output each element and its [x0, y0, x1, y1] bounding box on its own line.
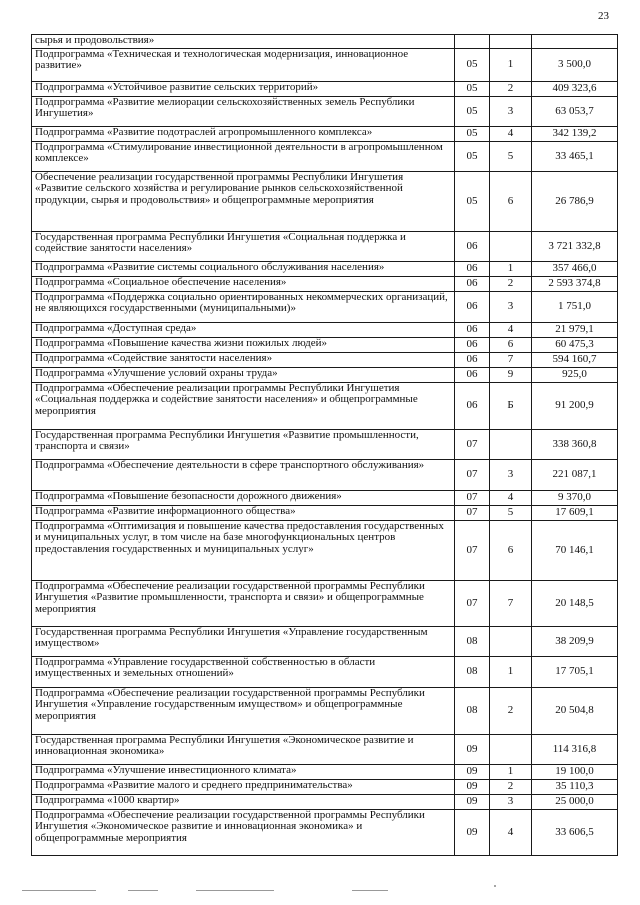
row-code: 06 [455, 338, 490, 353]
row-name: Подпрограмма «Социальное обеспечение населения» [32, 277, 455, 292]
scan-mark [352, 890, 388, 891]
row-amount: 925,0 [532, 368, 618, 383]
row-name: Обеспечение реализации государственной программы Республики Ингушетия «Развитие сельского хозяйства и регулирование рынков сельскохозяйственной продукции, сырья и продовольствия» и общепрограммные мероприятия [32, 172, 455, 232]
row-amount: 2 593 374,8 [532, 277, 618, 292]
row-amount: 60 475,3 [532, 338, 618, 353]
row-sub: 1 [490, 49, 532, 82]
table-row [32, 262, 618, 277]
table-row [32, 323, 618, 338]
row-sub: 3 [490, 97, 532, 127]
table-row [32, 581, 618, 627]
table-row [32, 491, 618, 506]
row-code: 07 [455, 581, 490, 627]
table-row [32, 172, 618, 232]
row-name: Государственная программа Республики Ингушетия «Экономическое развитие и инновационная экономика» [32, 735, 455, 765]
row-amount: 91 200,9 [532, 383, 618, 430]
row-name: Государственная программа Республики Ингушетия «Социальная поддержка и содействие занятости населения» [32, 232, 455, 262]
table-row [32, 765, 618, 780]
row-amount: 33 465,1 [532, 142, 618, 172]
scan-mark [22, 890, 96, 891]
row-sub: 5 [490, 142, 532, 172]
row-sub: 4 [490, 491, 532, 506]
row-name: Подпрограмма «Развитие информационного общества» [32, 506, 455, 521]
row-code: 08 [455, 657, 490, 688]
row-amount: 342 139,2 [532, 127, 618, 142]
row-name: Подпрограмма «Управление государственной собственностью в области имущественных и земельных отношений» [32, 657, 455, 688]
table-row [32, 82, 618, 97]
table-row [32, 368, 618, 383]
table-row [32, 35, 618, 49]
table-row [32, 292, 618, 323]
row-sub: 4 [490, 323, 532, 338]
row-name: Подпрограмма «Поддержка социально ориентированных некоммерческих организаций, не являющихся государственными (муниципальными)» [32, 292, 455, 323]
row-sub: 2 [490, 277, 532, 292]
row-sub: Б [490, 383, 532, 430]
row-sub: 3 [490, 460, 532, 491]
row-amount: 35 110,3 [532, 780, 618, 795]
row-name: Подпрограмма «Улучшение условий охраны труда» [32, 368, 455, 383]
table-row [32, 127, 618, 142]
row-amount: 20 504,8 [532, 688, 618, 735]
row-amount: 9 370,0 [532, 491, 618, 506]
row-sub: 7 [490, 353, 532, 368]
row-name: Подпрограмма «Обеспечение реализации программы Республики Ингушетия «Социальная поддержка и содействие занятости населения» и общепрограммные мероприятия [32, 383, 455, 430]
row-code: 05 [455, 49, 490, 82]
row-code: 09 [455, 780, 490, 795]
row-sub: 9 [490, 368, 532, 383]
row-sub: 1 [490, 262, 532, 277]
row-amount: 21 979,1 [532, 323, 618, 338]
table-row [32, 688, 618, 735]
row-amount: 594 160,7 [532, 353, 618, 368]
row-name: Подпрограмма «Устойчивое развитие сельских территорий» [32, 82, 455, 97]
row-code: 09 [455, 765, 490, 780]
table-row [32, 232, 618, 262]
row-name: Подпрограмма «Техническая и технологическая модернизация, инновационное развитие» [32, 49, 455, 82]
table-row [32, 657, 618, 688]
row-code: 06 [455, 353, 490, 368]
row-code: 05 [455, 82, 490, 97]
row-code: 09 [455, 810, 490, 856]
row-sub: 7 [490, 581, 532, 627]
row-amount: 38 209,9 [532, 627, 618, 657]
table-row [32, 338, 618, 353]
row-name: Подпрограмма «Обеспечение реализации государственной программы Республики Ингушетия «Управление государственным имуществом» и общепрограммные мероприятия [32, 688, 455, 735]
table-row [32, 97, 618, 127]
row-name: Государственная программа Республики Ингушетия «Управление государственным имуществом» [32, 627, 455, 657]
row-amount: 338 360,8 [532, 430, 618, 460]
row-code: 09 [455, 735, 490, 765]
row-sub [490, 627, 532, 657]
row-sub: 2 [490, 688, 532, 735]
row-sub [490, 735, 532, 765]
row-code: 06 [455, 292, 490, 323]
table-row [32, 383, 618, 430]
row-amount: 17 705,1 [532, 657, 618, 688]
row-name: Подпрограмма «Повышение качества жизни пожилых людей» [32, 338, 455, 353]
row-name: Подпрограмма «Доступная среда» [32, 323, 455, 338]
table-row [32, 810, 618, 856]
row-sub [490, 430, 532, 460]
row-code: 07 [455, 491, 490, 506]
budget-table [31, 34, 618, 856]
row-sub: 3 [490, 292, 532, 323]
row-sub: 2 [490, 82, 532, 97]
row-sub: 6 [490, 521, 532, 581]
row-code: 07 [455, 506, 490, 521]
row-name: Подпрограмма «Развитие малого и среднего предпринимательства» [32, 780, 455, 795]
row-amount: 357 466,0 [532, 262, 618, 277]
row-name: Подпрограмма «Повышение безопасности дорожного движения» [32, 491, 455, 506]
row-amount: 25 000,0 [532, 795, 618, 810]
row-sub: 1 [490, 657, 532, 688]
row-amount [532, 35, 618, 49]
table-row [32, 142, 618, 172]
row-sub: 6 [490, 338, 532, 353]
row-sub: 6 [490, 172, 532, 232]
row-sub: 4 [490, 810, 532, 856]
row-name: Подпрограмма «Содействие занятости населения» [32, 353, 455, 368]
row-code: 07 [455, 521, 490, 581]
row-name: сырья и продовольствия» [32, 35, 455, 49]
table-row [32, 735, 618, 765]
row-amount: 20 148,5 [532, 581, 618, 627]
row-code: 08 [455, 627, 490, 657]
row-code: 06 [455, 323, 490, 338]
row-amount: 221 087,1 [532, 460, 618, 491]
row-sub: 4 [490, 127, 532, 142]
table-row [32, 277, 618, 292]
row-name: Подпрограмма «Обеспечение реализации государственной программы Республики Ингушетия «Экономическое развитие и инновационная экономика» и общепрограммные мероприятия [32, 810, 455, 856]
row-code: 06 [455, 262, 490, 277]
row-code: 06 [455, 368, 490, 383]
row-code: 06 [455, 277, 490, 292]
row-amount: 63 053,7 [532, 97, 618, 127]
table-row [32, 353, 618, 368]
row-name: Подпрограмма «Обеспечение деятельности в сфере транспортного обслуживания» [32, 460, 455, 491]
row-amount: 1 751,0 [532, 292, 618, 323]
row-name: Подпрограмма «Улучшение инвестиционного климата» [32, 765, 455, 780]
row-name: Подпрограмма «Развитие подотраслей агропромышленного комплекса» [32, 127, 455, 142]
row-code: 05 [455, 97, 490, 127]
row-name: Подпрограмма «Развитие системы социального обслуживания населения» [32, 262, 455, 277]
row-code: 09 [455, 795, 490, 810]
row-code: 06 [455, 383, 490, 430]
row-sub: 1 [490, 765, 532, 780]
row-code: 05 [455, 142, 490, 172]
table-row [32, 460, 618, 491]
row-amount: 26 786,9 [532, 172, 618, 232]
row-code: 06 [455, 232, 490, 262]
scan-mark [128, 890, 158, 891]
budget-table-body [32, 35, 618, 856]
row-name: Подпрограмма «1000 квартир» [32, 795, 455, 810]
scan-speck [494, 885, 496, 887]
row-code: 05 [455, 127, 490, 142]
table-row [32, 627, 618, 657]
row-sub: 3 [490, 795, 532, 810]
page-number: 23 [598, 10, 609, 22]
row-amount: 3 721 332,8 [532, 232, 618, 262]
scan-edge-marks [0, 890, 640, 896]
row-amount: 19 100,0 [532, 765, 618, 780]
row-amount: 409 323,6 [532, 82, 618, 97]
row-name: Государственная программа Республики Ингушетия «Развитие промышленности, транспорта и связи» [32, 430, 455, 460]
table-row [32, 49, 618, 82]
row-sub [490, 232, 532, 262]
row-code [455, 35, 490, 49]
table-row [32, 430, 618, 460]
table-row [32, 506, 618, 521]
table-row [32, 795, 618, 810]
table-row [32, 521, 618, 581]
row-code: 07 [455, 430, 490, 460]
row-code: 07 [455, 460, 490, 491]
scan-mark [196, 890, 274, 891]
row-name: Подпрограмма «Стимулирование инвестиционной деятельности в агропромышленном комплексе» [32, 142, 455, 172]
row-name: Подпрограмма «Развитие мелиорации сельскохозяйственных земель Республики Ингушетия» [32, 97, 455, 127]
row-sub: 5 [490, 506, 532, 521]
table-row [32, 780, 618, 795]
row-amount: 3 500,0 [532, 49, 618, 82]
row-amount: 33 606,5 [532, 810, 618, 856]
row-sub [490, 35, 532, 49]
row-sub: 2 [490, 780, 532, 795]
row-code: 08 [455, 688, 490, 735]
row-name: Подпрограмма «Оптимизация и повышение качества предоставления государственных и муниципальных услуг, в том числе на базе многофункциональных центров предоставления государственных и муниципальных услуг» [32, 521, 455, 581]
row-amount: 70 146,1 [532, 521, 618, 581]
row-amount: 114 316,8 [532, 735, 618, 765]
row-amount: 17 609,1 [532, 506, 618, 521]
row-code: 05 [455, 172, 490, 232]
row-name: Подпрограмма «Обеспечение реализации государственной программы Республики Ингушетия «Развитие промышленности, транспорта и связи» и общепрограммные мероприятия [32, 581, 455, 627]
